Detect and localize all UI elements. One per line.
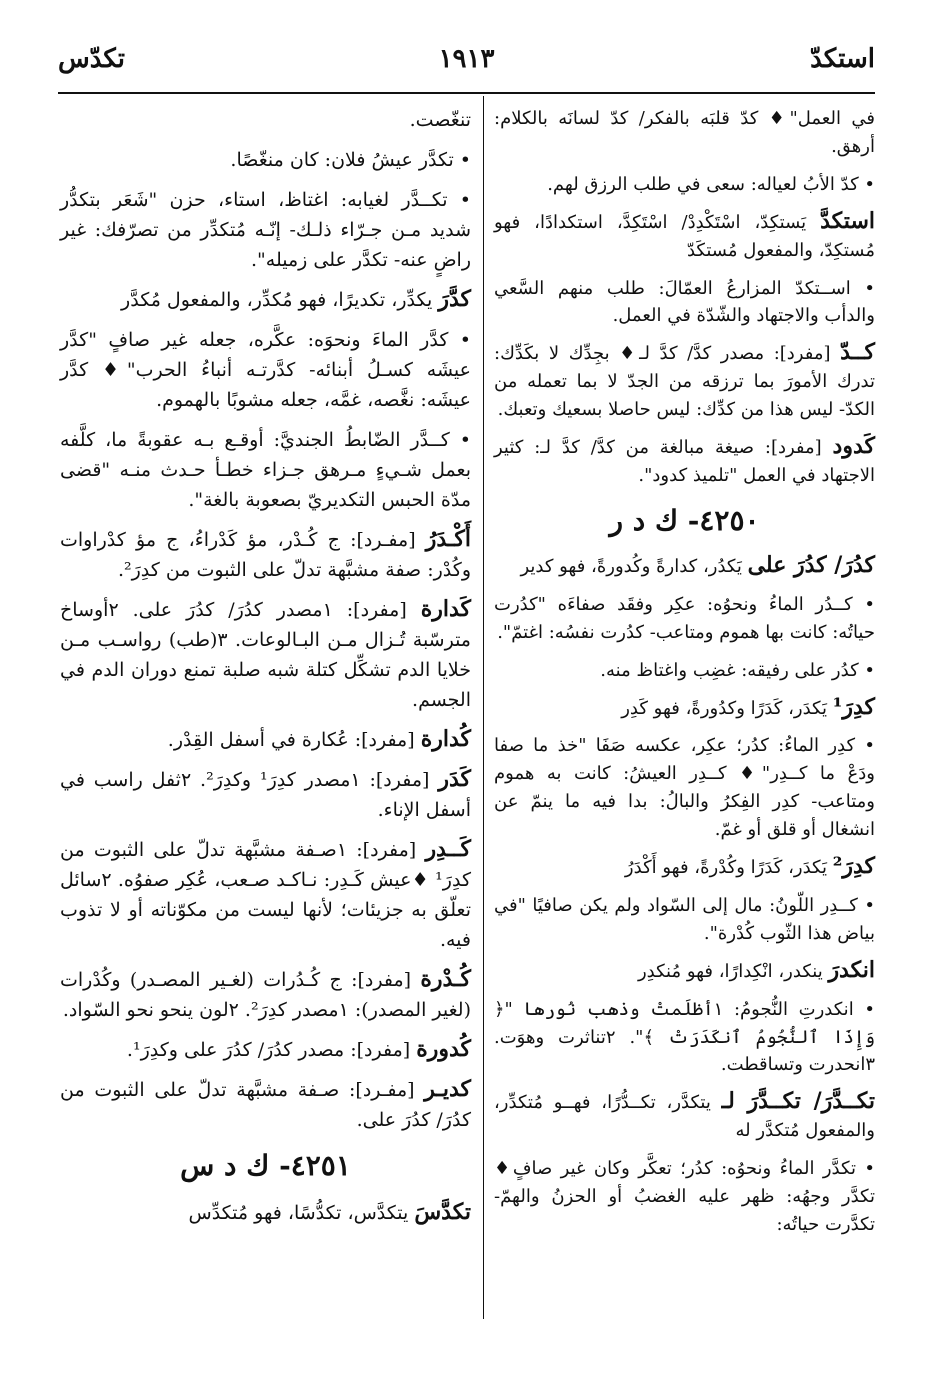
definition-text: • كدُر على رفيقه: غضِب واغتاظ منه. [600, 659, 875, 681]
right-column [494, 104, 875, 1248]
definition-text: • انكدرتِ النُّجومُ: ١أظلَمتْ وذهب نُورها "﴿ وَإِذَا ٱلنُّجُومُ ٱنكَدَرَتْ ﴾". ٢تناثرت وهوَت. ٣انحدرت وتساقطت. [494, 998, 876, 1076]
dictionary-entry [494, 957, 875, 986]
dictionary-entry [494, 656, 875, 685]
definition-text: [مفرد]: مصدر كدَّ/ كدَّ لـ♦ بجِدِّك لا بكَدِّك: تدرك الأمورَ بما ترزقه من الجدّ لا بما تعمله من الكدّ- ليس هذا من كدِّك: ليس حاصلا بسعيك وتعبك. [494, 343, 875, 421]
dictionary-entry [60, 284, 471, 315]
guide-word-right: استكدّ [810, 44, 875, 74]
headword: كديـر [424, 1076, 471, 1102]
headword: تكدَّسَ [414, 1199, 471, 1225]
page-number: ١٩١٣ [438, 44, 495, 74]
definition-text: في العمل"♦ كدّ قلبَه بالفكر/ كدّ لسانَه بالكلام: أرهق. [494, 108, 875, 157]
headword: كَدارة [420, 596, 471, 622]
dictionary-entry [60, 724, 471, 755]
definition-text: [مفـرد]: صـفة مشبَّهة تدلّ على الثبوت من كدُرَ/ كدُرَ على. [60, 1079, 471, 1131]
dictionary-entry [60, 1197, 471, 1228]
dictionary-entry [494, 433, 875, 490]
definition-text: • كــدَّر الضّابطُ الجنديَّ: أوقـع بـه عقوبةً ما، كلَّفه بعمل شـيءٍ مـرهق جـزاء خطـأ حـدث منـه "قضى مدّة الحبس التكديريّ بصعوبة بالغة". [60, 429, 471, 511]
definition-text: • كدَّر الماءَ ونحوَه: عكَّره، جعله غير صافٍ "كدَّر عيشَه كسـلُ أبنائه- كدَّرتـه أنباءُ الحرب"♦ كدَّر عيشَه: نغَّصه، غمَّه، جعله مشوبًا بالهموم. [60, 329, 471, 411]
definition-text: • تكدَّر الماءُ ونحوُه: كدُر؛ تعكَّر وكان غير صافٍ♦ تكدَّر وجهُه: ظهر عليه الغضبُ أو الحزنُ والهمّ- تكدَّرت حياتُه: [494, 1158, 875, 1235]
headword: استكدَّ [820, 207, 875, 234]
left-column [60, 104, 471, 1237]
dictionary-entry [60, 104, 471, 135]
definition-text: [مفرد]: مصدر كدُرَ/ كدُرَ على وكدِرَ¹. [126, 1039, 417, 1061]
definition-text: • تكــدَّر لغيابه: اغتاظ، استاء، حزن "شَعَر بتكدُّر شديد مـن جـرّاء ذلـك- إنّـه مُتكدِّر من تصرّفك: غير راضٍ عنه- تكدَّر على زميله". [60, 189, 471, 271]
definition-text: [مفرد]: ج كُـدُرات (لغـير المصـدر) وكُدْرات (لغير المصدر): ١مصدر كدِرَ². ٢لون ينحو نحو السّواد. [60, 969, 471, 1021]
definition-text: [مفرد]: صيغة مبالغة من كدَّ/ كدَّ لـ: كثير الاجتهاد في العمل "تلميذ كدود". [494, 437, 875, 486]
definition-text: • كدّ الأبُ لعياله: سعى في طلب الرزق لهم. [547, 173, 875, 195]
header-rule [58, 92, 875, 94]
dictionary-entry [494, 590, 875, 647]
definition-text: • كــدِر اللّونُ: مال إلى السّواد ولم يكن صافيًا "في بياض هذا الثّوب كُدْرة". [494, 894, 875, 944]
root-heading: ٤٢٥١- ك د س [180, 1149, 351, 1182]
dictionary-entry [494, 104, 875, 161]
headword: كَدَر [438, 766, 471, 792]
dictionary-entry [494, 552, 875, 581]
definition-text: • اســتكدّ المزارعُ العمّالَ: طلب منهم السَّعي والدأب والاجتهاد والشّدّة في العمل. [494, 277, 875, 327]
headword: كدِرَ² [832, 853, 875, 880]
headword: كُدارة [420, 726, 471, 752]
definition-text: [مفـرد]: ج كُـدْر، مؤ كَدْراءُ، ج مؤ كدْراوات وكُدْر: صفة مشبَّهة تدلّ على الثبوت من كدِرَ². [60, 529, 471, 581]
dictionary-entry [60, 184, 471, 275]
dictionary-entry [60, 524, 471, 585]
dictionary-entry [494, 274, 875, 331]
headword: كُدورة [416, 1036, 471, 1062]
headword: كــدّ [840, 339, 875, 366]
definition-text: ينكدر، انْكِدارًا، فهو مُنكدِر [637, 960, 829, 982]
dictionary-entry [494, 853, 875, 882]
headword: تكــدَّرَ/ تكــدَّرَ لـ [721, 1088, 875, 1115]
definition-text: يَكدَر، كَدَرًا وكُدْرةً، فهو أَكْدَرُ [624, 857, 833, 879]
dictionary-entry [60, 424, 471, 515]
dictionary-entry [494, 170, 875, 199]
definition-text: تنغّصت. [409, 109, 471, 131]
dictionary-entry [60, 594, 471, 715]
dictionary-entry [60, 324, 471, 415]
headword: كدَّرَ [438, 286, 471, 312]
dictionary-entry [494, 208, 875, 265]
definition-text: • كــدُر الماءُ ونحوُه: عكِر وفقَد صفاءَه "كدُرت حياتُه: كانت بها هموم ومتاعب- كدُرت نفسُه: اغتمّ". [494, 593, 875, 643]
guide-word-left: تكدّس [58, 44, 125, 74]
headword: كدِرَ¹ [832, 693, 875, 720]
dictionary-entry [494, 731, 875, 844]
definition-text: • كدِر الماءُ: كدُر؛ عكِر، عكسه صَفَا "خذ ما صفا ودَعْ ما كــدِر"♦ كــدِر العيشُ: كانت به هموم ومتاعب- كدِر الفِكرُ والبالُ: بدا فيه ما ينمّ عن انشغال أو قلق أو غمّ. [494, 735, 875, 841]
dictionary-entry [494, 1154, 875, 1239]
dictionary-entry [60, 964, 471, 1025]
definition-text: يَكدُر، كدارةً وكُدورةً، فهو كدير [520, 555, 748, 577]
dictionary-entry [494, 995, 875, 1080]
definition-text: يَكدَر، كَدَرًا وكدُورةً، فهو كَدِر [621, 697, 833, 719]
definition-text: يتكدَّر، تكــدُّرًا، فهــو مُتكدِّر، والمفعول مُتكدَّر له [494, 1092, 875, 1142]
headword: كدُرَ/ كدُرَ على [747, 551, 875, 578]
dictionary-entry [494, 1088, 875, 1145]
headword: انكدرَ [828, 956, 875, 983]
dictionary-entry [494, 694, 875, 723]
definition-text: [مفرد]: عُكارة في أسفل القِدْر. [167, 729, 421, 751]
definition-text: [مفرد]: ١صـفة مشبَّهة تدلّ على الثبوت من كدِرَ¹ ♦عيش كَـدِر: نـاكـد صـعب، عُكِر صفوُه. ٢سائل تعلّق به جزيئات؛ لأنها ليست من مكوّناته أو لا تذوب فيه. [60, 839, 471, 951]
dictionary-entry [60, 144, 471, 175]
definition-text: [مفرد]: ١مصدر كدُرَ/ كدُرَ على. ٢أوساخ مترسّبة تُـزال مـن البـالوعات. ٣(طب) رواسـب مـن خلايا الدم تشكِّل كتلة شبه صلبة تمنع دوران الدم في الجسم. [60, 599, 471, 711]
root-heading: ٤٢٥٠- ك د ر [609, 503, 760, 537]
definition-text: يتكدَّس، تكدُّسًا، فهو مُتكدِّس [188, 1202, 415, 1224]
dictionary-entry [494, 339, 875, 424]
definition-text: يكدِّر، تكديرًا، فهو مُكدِّر، والمفعول مُكدَّر [121, 289, 439, 311]
definition-text: • تكدَّر عيشُ فلان: كان منغّصًا. [230, 149, 471, 171]
page-header [58, 44, 875, 84]
headword: كُـدْرة [420, 966, 471, 992]
definition-text: يَستكِدّ، اسْتَكْدِدْ/ اسْتَكِدَّ، استكدادًا، فهو مُستكِدّ، والمفعول مُستكَدّ [494, 211, 875, 261]
definition-text: [مفرد]: ١مصدر كدِرَ¹ وكدِرَ². ٢ثفل راسب في أسفل الإناء. [60, 769, 471, 821]
dictionary-entry [60, 1074, 471, 1135]
headword: كَــدِر [425, 836, 471, 862]
dictionary-entry [60, 834, 471, 955]
dictionary-entry [494, 891, 875, 948]
headword: كَدود [832, 433, 875, 460]
dictionary-entry [60, 764, 471, 825]
headword: أَكْـدَرُ [425, 526, 471, 552]
dictionary-entry [60, 1034, 471, 1065]
column-divider [483, 96, 484, 1319]
